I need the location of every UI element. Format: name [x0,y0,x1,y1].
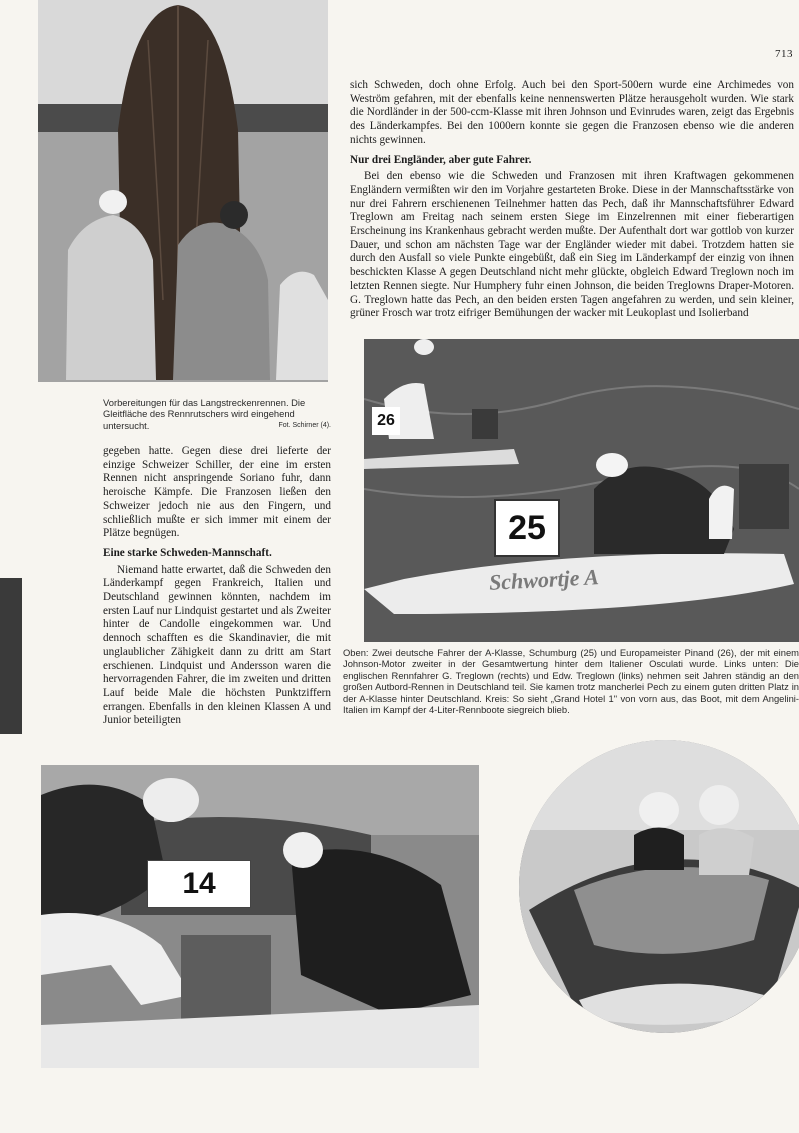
boat-number-25: 25 [494,499,560,557]
page-number: 713 [775,48,793,60]
boat-number-14: 14 [147,860,251,908]
paragraph-english: Bei den ebenso wie die Schweden und Franzosen mit ihren Kraftwagen gekommenen Engländern vermißten wir den im Vorjahre gestarteten Broke. Diese in der Mannschaftsstärke von nur drei Fahrern erschienenen Teilnehmer hatten das Pech, daß ihr Mannschaftsführer Edward Treglown am Freitag nach seinem ersten Siege im Einzelrennen mit einer fieberartigen Erscheinung ins Krankenhaus gebracht werden mußte. Der Aufenthalt dort war gottlob von kurzer Dauer, und schon am nächsten Tage war der Engländer wieder mit dabei. Trotzdem hatten sie durch den Ausfall so viele Punkte eingebüßt, daß ein Sieg im Länderkampf der einzig von ihnen beschickten Klasse A gegen Deutschland nicht mehr glückte, obgleich Edward Treglown noch im letzten Rennen siegte. Nur Humphery fuhr einen Johnson, die beiden Treglowns Draper-Motoren. G. Treglown hatte das Pech, an den beiden ersten Tagen angefahren zu werden, und sein kleiner, grüner Frosch war trotz eifriger Bemühungen der wacker mit Leukoplast und Isolierband [350,170,794,320]
page-edge-strip [0,578,22,734]
article-right-column [350,79,794,321]
paragraph-sweden: Niemand hatte erwartet, daß die Schweden den Länderkampf gegen Frankreich, Italien und Deutschland gewinnen könnten, nachdem im ersten Lauf nur Lindquist gestartet und als Zweiter hinter de Candolle eingekommen war. Und dennoch schafften es die Skandinavier, die mit unglaublicher Zähigkeit dann zu dritt am Start erschienen. Lindquist und Andersson waren die hervorragenden Fahrer, die im zweiten und dritten Lauf beide Male die höchsten Punktziffern errangen. Ebenfalls in den kleinen Klassen A und Junior beteiligten [103,563,331,727]
paragraph-intro: sich Schweden, doch ohne Erfolg. Auch bei den Sport-500ern wurde eine Archimedes von Weström gefahren, mit der ebenfalls keine nennenswerten Plätze herausgeholt wurden. Wie stark die Nordländer in der 500-ccm-Klasse mit ihren Johnson und Evinrudes waren, zeigt das Ergebnis des Länderkampfes. Bei den 1000ern konnte sie gegen die Franzosen ebenso wie die anderen nichts gewinnen. [350,79,794,146]
photo-credit: Fot. Schirner (4). [278,421,331,429]
paragraph-swiss: gegeben hatte. Gegen diese drei lieferte der einzige Schweizer Schiller, der eine im ersten Rennen nicht anspringende Soriano fuhr, dann heroische Kämpfe. Die Franzosen ließen den Schweizer jedoch nie aus den Fingern, und schließlich mußte er sich immer mit einem der Plätze begnügen. [103,445,331,540]
caption-race-text: Oben: Zwei deutsche Fahrer der A-Klasse, Schumburg (25) und Europameister Pinand (26), der mit einem Johnson-Motor zweiter in der Gesamtwertung hinter dem Italiener Osculati wurde. Links unten: Die englischen Rennfahrer G. Treglown (rechts) und Edw. Treglown (links) nehmen seit Jahren ständig an den großen Autbord-Rennen in Deutschland teil. Sie kamen trotz mancherlei Pech zu einem guten dritten Platz in der A-Klasse hinter Deutschland. Kreis: So sieht „Grand Hotel 1" von vorn aus, das Boot, mit dem Angelini-Italien im Kampf der 4-Liter-Rennboote siegreich blieb. [343,647,799,716]
photo-a-class-boats [364,339,799,642]
boat-name-schwortje: Schwortje A [488,564,600,595]
photo-hull-inspection [38,0,328,382]
caption-race [343,647,799,715]
caption-hull-inspection-text: Vorbereitungen für das Langstreckenrennen. Die Gleitfläche des Rennrutschers wird eingehend untersucht. [103,397,306,431]
caption-hull-inspection [103,397,331,431]
photo-grand-hotel-circle [519,740,799,1033]
article-left-column [103,445,331,728]
heading-sweden: Eine starke Schweden-Mannschaft. [103,546,272,559]
boat-number-26: 26 [372,407,400,435]
photo-treglown-brothers [41,765,479,1068]
heading-english: Nur drei Engländer, aber gute Fahrer. [350,153,532,166]
